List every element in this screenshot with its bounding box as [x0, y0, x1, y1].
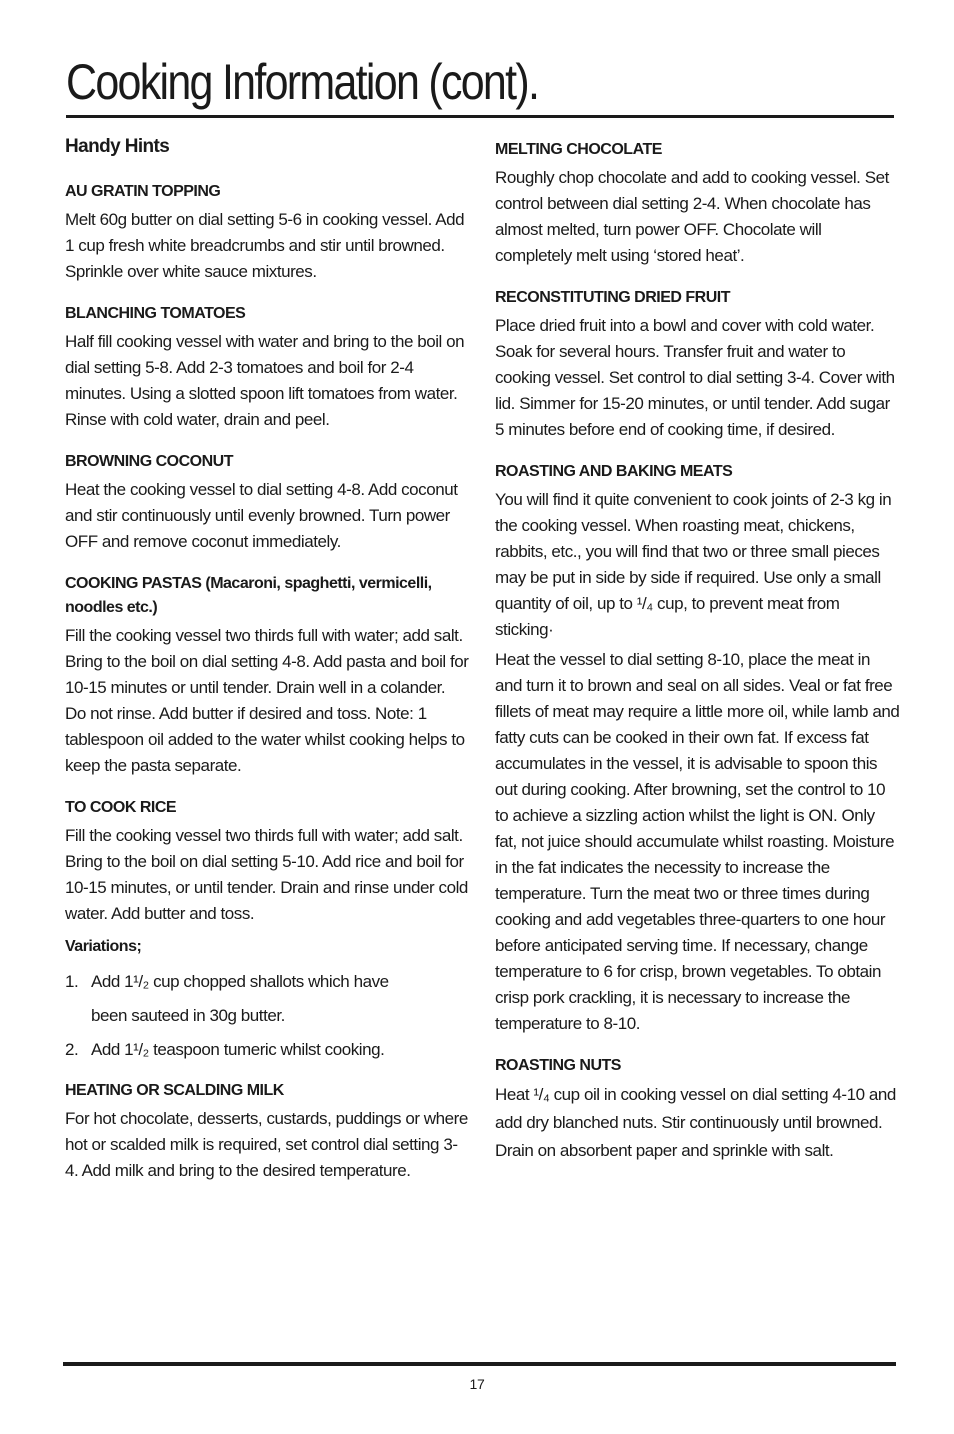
list-text-line: Add 1¹/₂ cup chopped shallots which have — [91, 972, 389, 991]
section-melting-chocolate — [495, 138, 900, 269]
list-item — [65, 1033, 470, 1067]
section-blanching-tomatoes — [65, 302, 470, 433]
section-cooking-pastas — [65, 572, 470, 779]
section-body: Half fill cooking vessel with water and bring to the boil on dial setting 5-8. Add 2-3 tomatoes and boil for 2-4 minutes. Using a slotted spoon lift tomatoes from water. Rinse with cold water, drain and peel. — [65, 332, 465, 429]
section-body: Roughly chop chocolate and add to cooking vessel. Set control between dial setting 2-4. When chocolate has almost melted, turn power OFF. Chocolate will completely melt using ‘stored heat’. — [495, 168, 889, 265]
handy-hints-heading: Handy Hints — [65, 136, 170, 157]
section-scalding-milk — [65, 1079, 470, 1184]
section-body: Melt 60g butter on dial setting 5-6 in cooking vessel. Add 1 cup fresh white breadcrumbs and stir until browned. Sprinkle over white sauce mixtures. — [65, 210, 465, 281]
list-number: 2. — [65, 1040, 79, 1059]
section-roasting-meats — [495, 460, 900, 1037]
section-au-gratin — [65, 180, 470, 285]
section-body: Fill the cooking vessel two thirds full with water; add salt. Bring to the boil on dial setting 5-10. Add rice and boil for 10-15 minutes, or until tender. Drain and rinse under cold water. Add butter and toss. — [65, 826, 468, 923]
list-text: Add 1¹/₂ teaspoon tumeric whilst cooking. — [91, 1040, 385, 1059]
page-number: 17 — [469, 1376, 485, 1392]
section-heading: ROASTING AND BAKING MEATS — [495, 463, 733, 480]
variations-heading: Variations; — [65, 938, 142, 955]
section-body: For hot chocolate, desserts, custards, puddings or where hot or scalded milk is required, set control dial setting 3-4. Add milk and bring to the desired temperature. — [65, 1109, 468, 1180]
section-heading: MELTING CHOCOLATE — [495, 141, 662, 158]
section-heading: BROWNING COCONUT — [65, 453, 233, 470]
section-heading: RECONSTITUTING DRIED FRUIT — [495, 289, 730, 306]
section-heading: ROASTING NUTS — [495, 1057, 621, 1074]
section-heading: AU GRATIN TOPPING — [65, 183, 221, 200]
left-column — [65, 136, 470, 1201]
section-heading: BLANCHING TOMATOES — [65, 305, 246, 322]
list-item — [65, 965, 470, 1033]
section-body: You will find it quite convenient to cook joints of 2-3 kg in the cooking vessel. When roasting meat, chickens, rabbits, etc., you will find that two or three small pieces may be put in side by side if required. Use only a small quantity of oil, up to ¹/₄ cup, to prevent meat from sticking· — [495, 490, 892, 639]
title-rule — [66, 115, 894, 118]
section-body: Heat ¹/₄ cup oil in cooking vessel on dial setting 4-10 and add dry blanched nuts. Stir continuously until browned. Drain on absorbent paper and sprinkle with salt. — [495, 1085, 896, 1160]
variations-list — [65, 965, 470, 1067]
list-text-line: been sauteed in 30g butter. — [91, 1006, 285, 1025]
section-browning-coconut — [65, 450, 470, 555]
section-body: Heat the cooking vessel to dial setting 4-8. Add coconut and stir continuously until evenly browned. Turn power OFF and remove coconut immediately. — [65, 480, 458, 551]
list-number: 1. — [65, 972, 79, 991]
section-heading: TO COOK RICE — [65, 799, 177, 816]
section-body: Place dried fruit into a bowl and cover with cold water. Soak for several hours. Transfer fruit and water to cooking vessel. Set control to dial setting 3-4. Cover with lid. Simmer for 15-20 minutes, or until tender. Add sugar 5 minutes before end of cooking time, if desired. — [495, 316, 895, 439]
section-body: Fill the cooking vessel two thirds full with water; add salt. Bring to the boil on dial setting 4-8. Add pasta and boil for 10-15 minutes or until tender. Drain well in a colander. Do not rinse. Add butter if desired and toss. Note: 1 tablespoon oil added to the water whilst cooking helps to keep the pasta separate. — [65, 626, 469, 775]
list-text — [91, 965, 389, 1033]
section-cook-rice — [65, 796, 470, 927]
section-roasting-nuts — [495, 1054, 900, 1165]
section-heading: COOKING PASTAS (Macaroni, spaghetti, vermicelli, noodles etc.) — [65, 575, 432, 616]
right-column — [495, 138, 900, 1182]
section-dried-fruit — [495, 286, 900, 443]
page-title: Cooking Information (cont). — [66, 54, 539, 110]
footer-rule — [63, 1362, 896, 1366]
section-body-continued: Heat the vessel to dial setting 8-10, place the meat in and turn it to brown and seal on all sides. Veal or fat free fillets of meat may require a little more oil, while lamb and fatty cuts can be cooked in their own fat. If excess fat accumulates in the vessel, it is advisable to spoon this out during cooking. After browning, set the control to 10 to achieve a sizzling action whilst the light is ON. Only fat, not juice should accumulate whilst roasting. Moisture in the fat indicates the necessity to increase the temperature. Turn the meat two or three times during cooking and add vegetables three-quarters to one hour before anticipated serving time. If necessary, change temperature to 6 for crisp, brown vegetables. To obtain crisp pork crackling, it is necessary to increase the temperature to 8-10. — [495, 650, 900, 1033]
section-heading: HEATING OR SCALDING MILK — [65, 1082, 284, 1099]
